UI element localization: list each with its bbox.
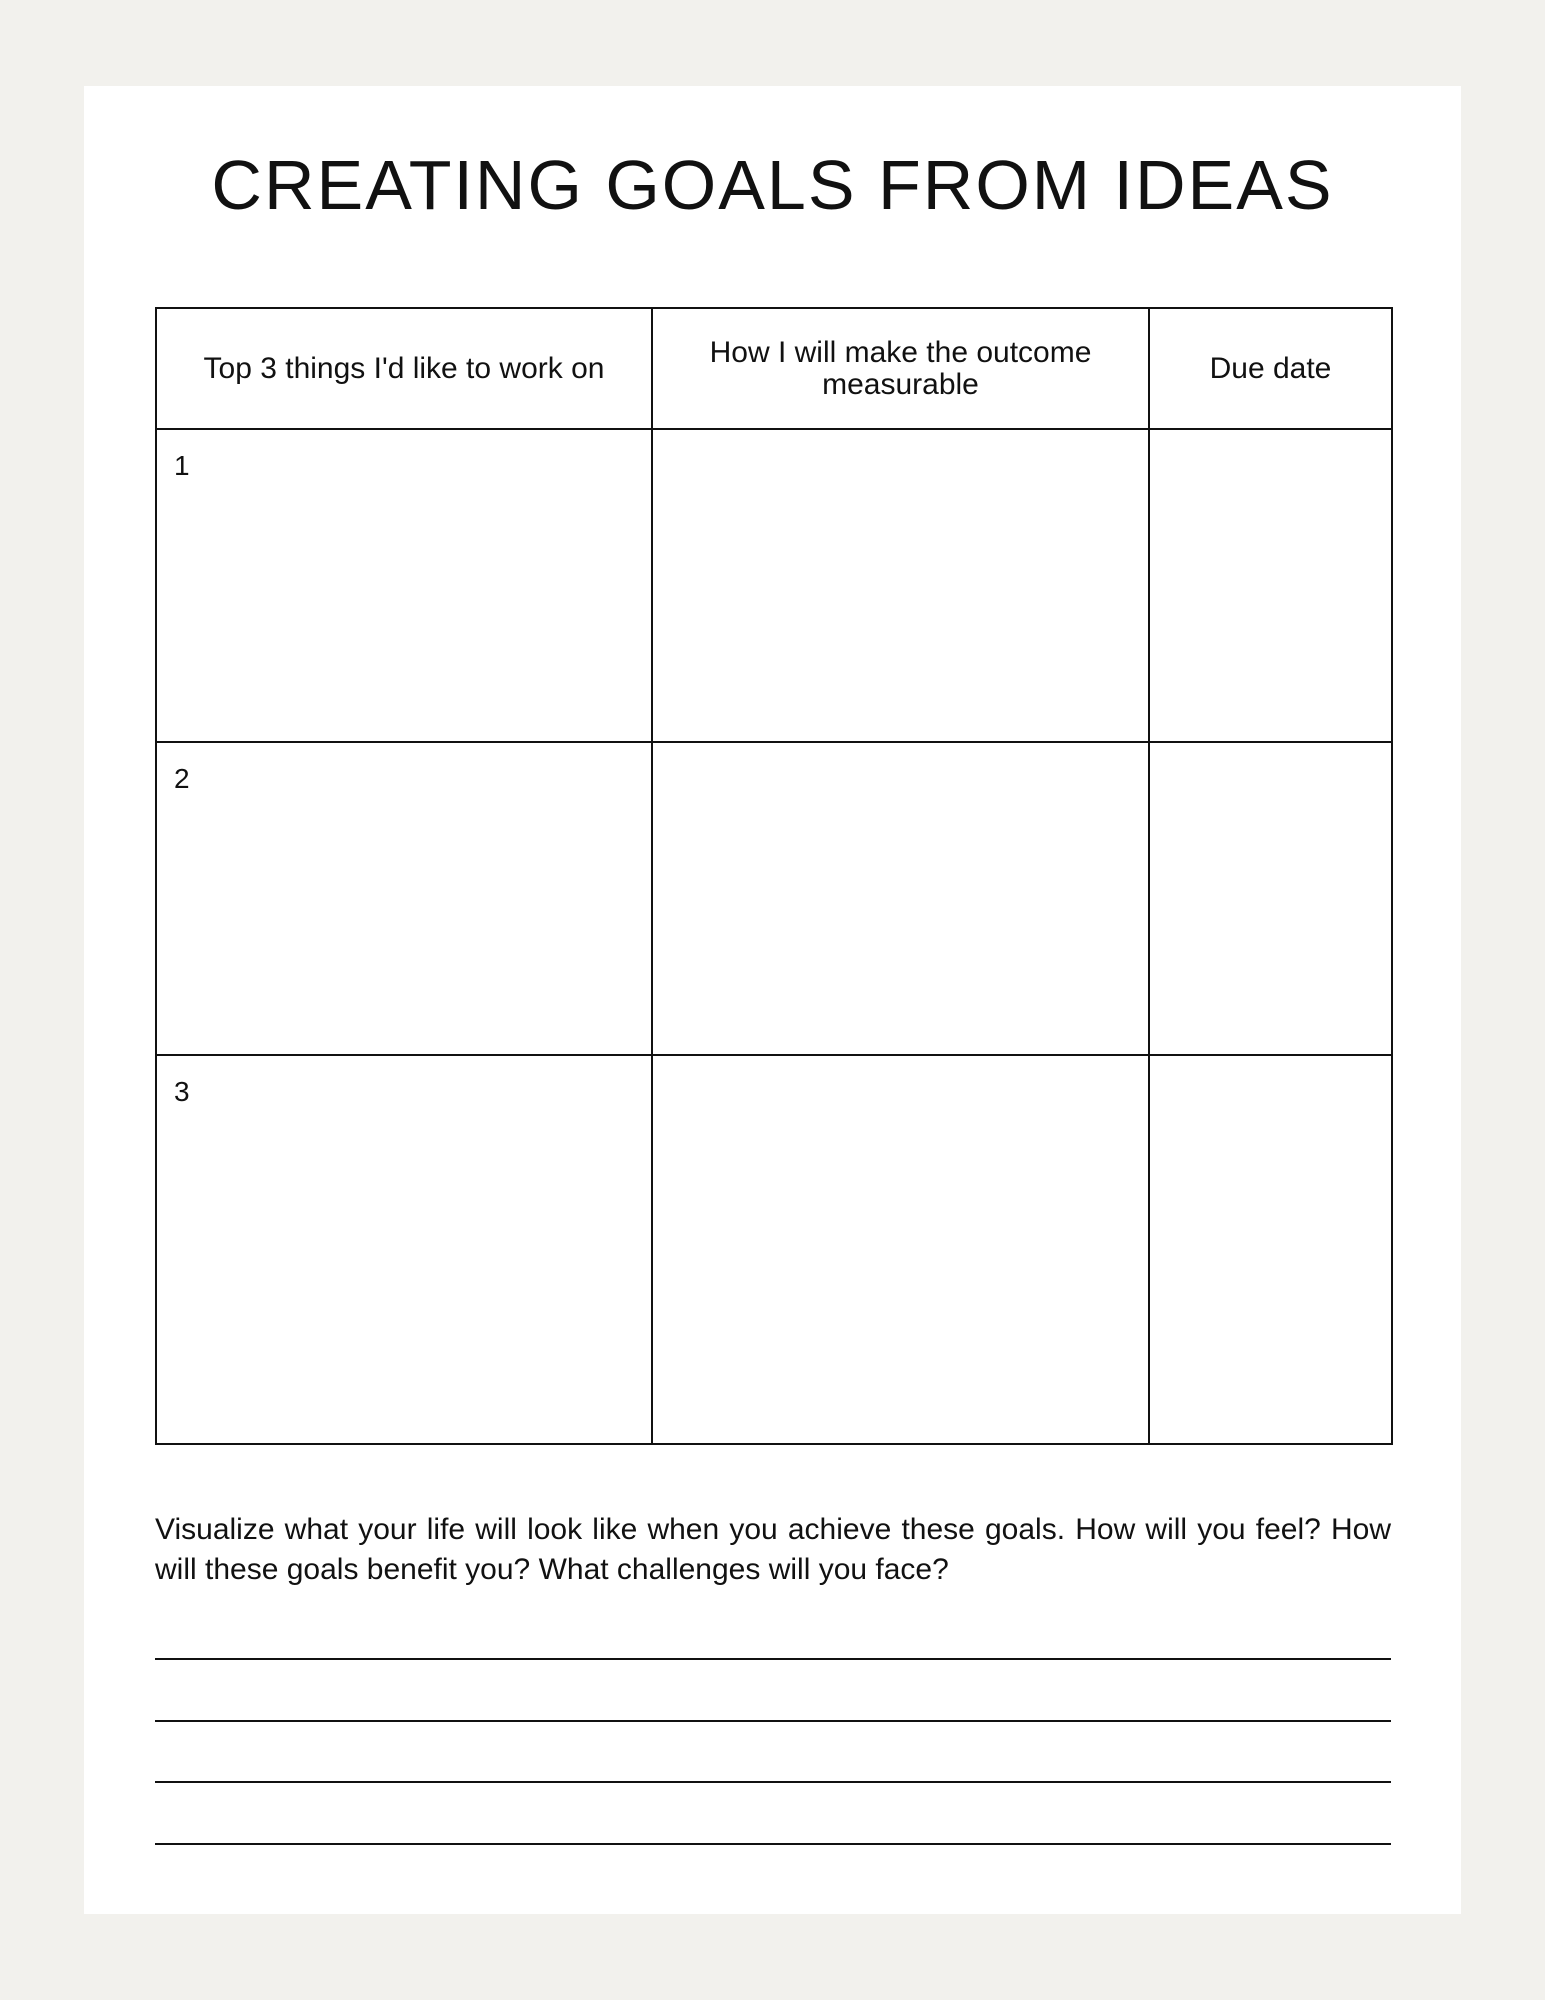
goal-cell-2[interactable] xyxy=(156,742,652,1055)
goals-table xyxy=(155,307,1393,1445)
table-row xyxy=(156,429,1392,742)
table-header-row xyxy=(156,308,1392,429)
measurable-cell-1[interactable] xyxy=(652,429,1149,742)
writing-line[interactable] xyxy=(155,1720,1391,1722)
table-row xyxy=(156,742,1392,1055)
reflection-prompt: Visualize what your life will look like when you achieve these goals. How will you feel? How will these goals benefit you? What challenges will you face? xyxy=(155,1513,1391,1586)
table-row xyxy=(156,1055,1392,1444)
row-number: 1 xyxy=(174,450,190,481)
due-date-cell-3[interactable] xyxy=(1149,1055,1392,1444)
goal-cell-1[interactable] xyxy=(156,429,652,742)
measurable-cell-2[interactable] xyxy=(652,742,1149,1055)
header-top-things: Top 3 things I'd like to work on xyxy=(156,308,652,429)
row-number: 3 xyxy=(174,1076,190,1107)
writing-line[interactable] xyxy=(155,1658,1391,1660)
writing-line[interactable] xyxy=(155,1843,1391,1845)
due-date-cell-2[interactable] xyxy=(1149,742,1392,1055)
measurable-cell-3[interactable] xyxy=(652,1055,1149,1444)
writing-line[interactable] xyxy=(155,1781,1391,1783)
header-measurable-outcome: How I will make the outcome measurable xyxy=(652,308,1149,429)
page-title: CREATING GOALS FROM IDEAS xyxy=(211,146,1334,224)
goal-cell-3[interactable] xyxy=(156,1055,652,1444)
row-number: 2 xyxy=(174,763,190,794)
header-due-date: Due date xyxy=(1149,308,1392,429)
due-date-cell-1[interactable] xyxy=(1149,429,1392,742)
